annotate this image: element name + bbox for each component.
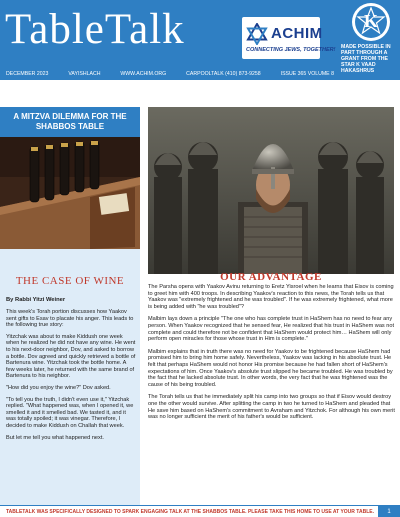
- badge-letter: K: [363, 11, 378, 31]
- info-bar: [0, 67, 340, 80]
- case-title: THE CASE OF WINE: [15, 275, 125, 287]
- article-paragraph: The Parsha opens with Yaakov Avinu returning to Eretz Yisroel when he learns that Eisov is coming to greet him with 400 troops. In describing Yaakov's reaction to this news, the Torah tells us that Yaakov was "extremely frightened and he was troubled". If he was extremely frightened, what more is being added with "he was troubled"?: [148, 284, 394, 310]
- achim-logo: [242, 17, 336, 59]
- wine-crate-image: [0, 137, 140, 249]
- footer: [0, 505, 400, 517]
- article-paragraph: The Torah tells us that he immediately split his camp into two groups so that if Eisov would destroy one the other would survive. After splitting the camp in two he turned to HaShem and pleaded that He save him based on HaShem's commitment to Avraham and Yitzchok. For although his own merit was no longer sufficient the merit of his father's would be sufficient.: [148, 394, 395, 421]
- author-byline: By Rabbi Yitzi Weiner: [6, 297, 66, 303]
- article-paragraph: Malbim lays down a principle "The one who has complete trust in HaShem has no need to fear any person. When Yaakov recognized that he sensed fear, He realized that his trust in HaShem was not complete and could therefore not be confident that HaShem would protect him… HaShem will only perform open miracles for those whose trust in Him is complete.": [148, 316, 395, 343]
- masthead-title: TableTalk: [5, 6, 185, 53]
- page-number: 1: [378, 506, 400, 517]
- contact-line: CARPOOLTALK (410) 873-9258: [186, 70, 261, 77]
- footer-note: TABLETALK WAS SPECIFICALLY DESIGNED TO SPARK ENGAGING TALK AT THE SHABBOS TABLE. PLEASE TAKE THIS HOME TO USE AT YOUR TABLE.: [6, 509, 374, 515]
- grant-notice: MADE POSSIBLE IN PART THROUGH A GRANT FROM THE STAR K VAAD HAKASHRUS: [341, 44, 391, 74]
- case-story: [6, 309, 136, 446]
- star-k-badge: [352, 3, 390, 41]
- website-link[interactable]: WWW.ACHIM.ORG: [120, 70, 167, 77]
- issue-number: ISSUE 365 VOLUME 8: [280, 70, 334, 77]
- article-paragraph: Malbim explains that in truth there was no need for Yaakov to be frightened because HaShem had promised him to bring him home safely. Nevertheless, Yaakov was lacking in his absolute trust. He felt that perhaps HaShem would not honor His promise because he had fallen short of HaShem's expectations of him. Once Yaakov's absolute trust slipped he became troubled. He was troubled by the fact that he lacked absolute trust. In other words, the very fact that he was frightened was the cause of his being troubled.: [148, 348, 393, 388]
- story-paragraph: Yitzchak was about to make Kiddush one week when he realized he did not have any wine. He went to his next-door neighbor, Dov, and asked to borrow a bottle. Dov agreed and quickly retrieved a bottle of Bartenura wine. Yitzchak took the bottle home. A few weeks later, he returned with the same brand of Bartenura to his neighbor.: [6, 333, 136, 380]
- article-body: [148, 284, 396, 427]
- logo-name: ACHIM: [271, 25, 323, 42]
- story-paragraph: But let me tell you what happened next.: [6, 434, 104, 441]
- issue-date: DECEMBER 2023: [6, 70, 49, 77]
- sidebar-heading: A MITZVA DILEMMA FOR THE SHABBOS TABLE: [0, 107, 140, 137]
- article-heading: OUR ADVANTAGE: [220, 271, 322, 283]
- star-of-david-icon: [246, 23, 268, 45]
- parsha-name: VAYISHLACH: [68, 70, 101, 77]
- story-paragraph: This week's Torah portion discusses how Yaakov sent gifts to Esav to placate his anger. This leads to the following true story:: [6, 309, 134, 329]
- story-paragraph: "To tell you the truth, I didn't even use it," Yitzchak replied. "What happened was, when I opened it, we smelled it and it smelled bad. We tasted it, and it was totally spoiled; it was vinegar. Therefore, I decided to make Kiddush on Challah that week.: [6, 396, 134, 429]
- warriors-image: [148, 107, 394, 274]
- logo-tagline: CONNECTING JEWS, TOGETHER!: [246, 47, 336, 53]
- story-paragraph: "How did you enjoy the wine?" Dov asked.: [6, 384, 111, 391]
